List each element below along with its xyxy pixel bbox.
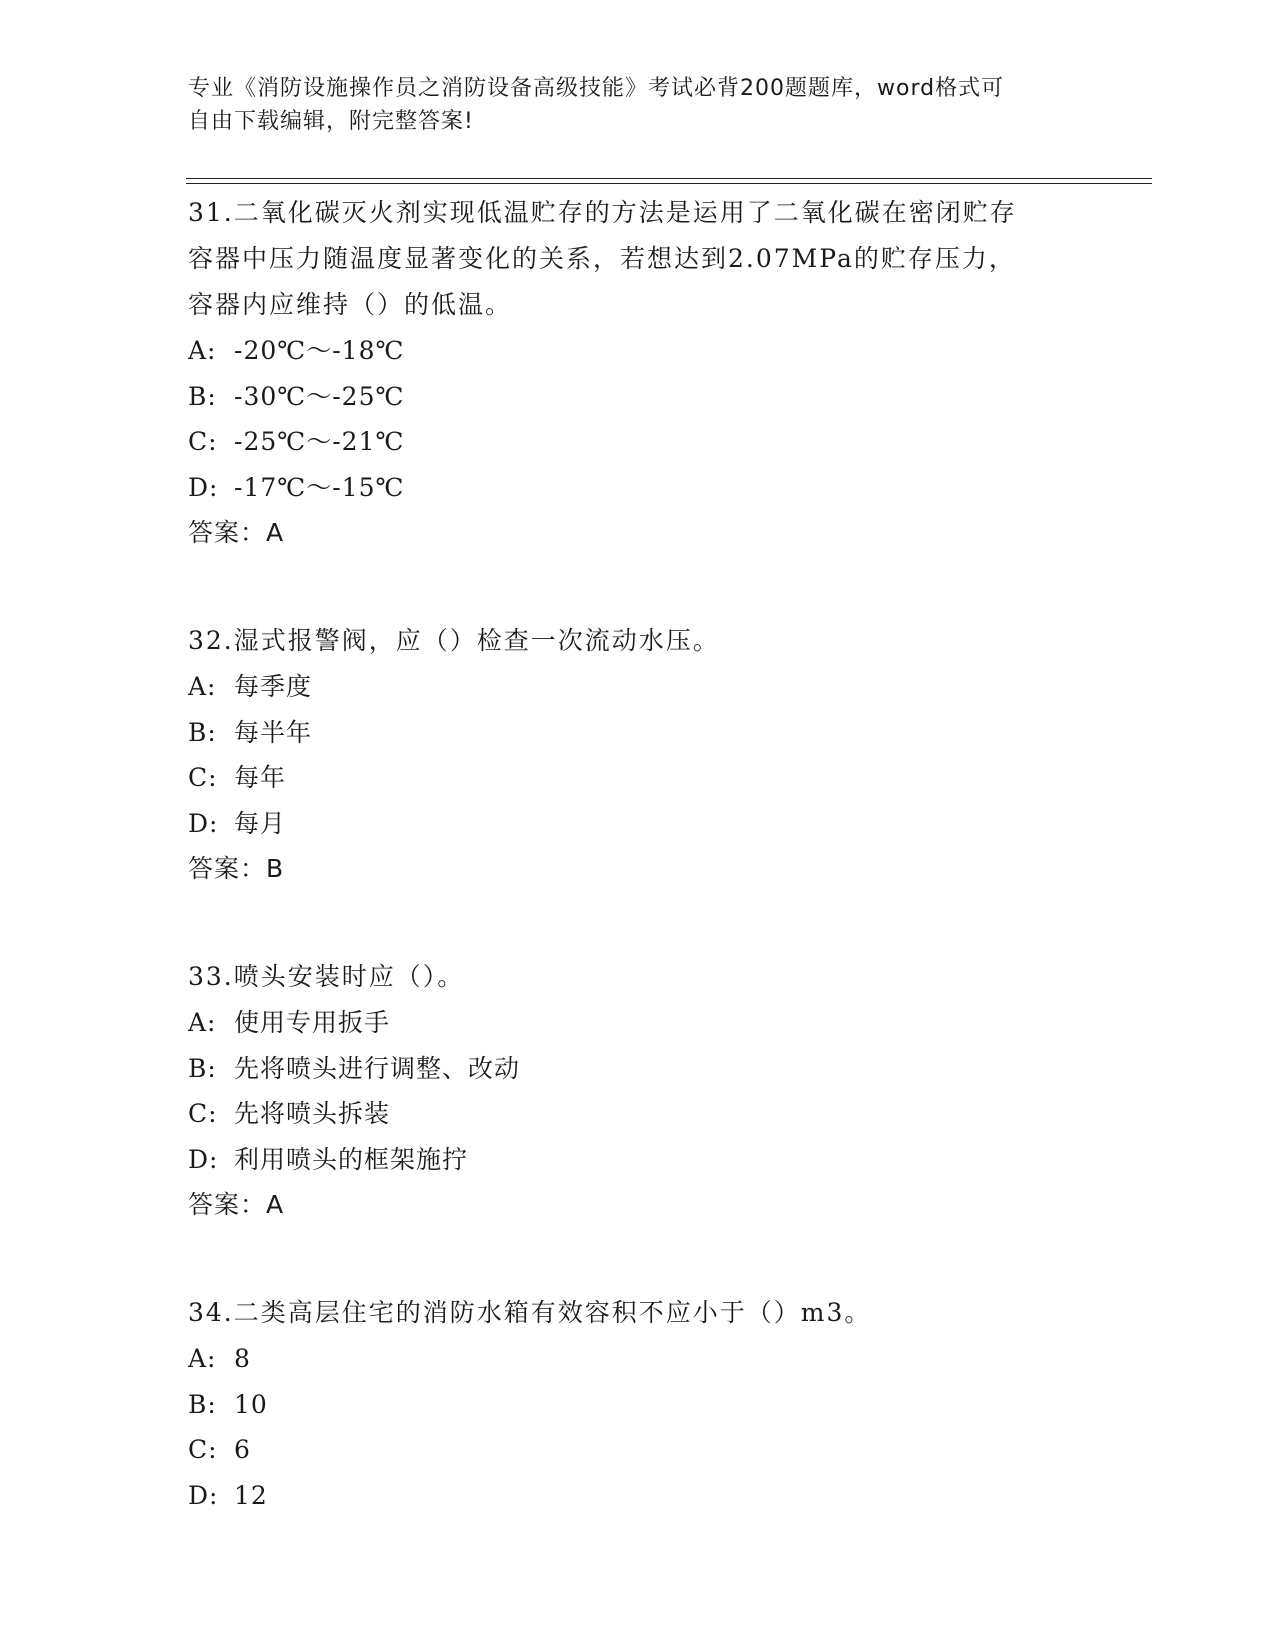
option-a <box>188 328 1108 374</box>
option-b <box>188 1046 1108 1092</box>
option-text: 每季度 <box>234 672 313 701</box>
question-stem-line: 容器内应维持（）的低温。 <box>188 290 513 319</box>
option-d <box>188 1473 1108 1519</box>
question-stem-line: 32.湿式报警阀，应（）检查一次流动水压。 <box>188 626 720 655</box>
question-34 <box>188 1290 1108 1518</box>
option-letter: B: <box>188 717 217 747</box>
question-list <box>188 190 1108 1580</box>
option-c <box>188 755 1108 801</box>
question-stem <box>188 190 1108 328</box>
option-text: 每月 <box>234 808 287 838</box>
option-c <box>188 1091 1108 1137</box>
question-stem <box>188 618 1108 664</box>
option-c <box>188 419 1108 465</box>
option-a <box>188 1336 1108 1382</box>
option-letter: D: <box>188 472 219 502</box>
option-d <box>188 801 1108 847</box>
option-text: 使用专用扳手 <box>234 1008 391 1037</box>
option-text: 6 <box>234 1435 251 1464</box>
answer-label: 答案：A <box>188 1190 285 1219</box>
option-a <box>188 1000 1108 1046</box>
option-text: 8 <box>234 1344 251 1373</box>
question-31 <box>188 190 1108 556</box>
question-33 <box>188 954 1108 1228</box>
option-text: 每年 <box>234 763 287 792</box>
option-text: -25℃～-21℃ <box>234 427 405 456</box>
option-text: 先将喷头进行调整、改动 <box>234 1053 521 1083</box>
option-letter: B: <box>188 1053 217 1083</box>
option-text: 先将喷头拆装 <box>234 1099 391 1128</box>
option-b <box>188 374 1108 420</box>
option-text: -30℃～-25℃ <box>234 381 405 411</box>
option-d <box>188 1137 1108 1183</box>
header-divider-bottom <box>186 183 1152 184</box>
option-text: 每半年 <box>234 717 313 747</box>
question-stem-line: 33.喷头安装时应（）。 <box>188 962 465 991</box>
option-b <box>188 710 1108 756</box>
question-stem <box>188 1290 1108 1336</box>
header-line-1: 专业《消防设施操作员之消防设备高级技能》考试必背200题题库，word格式可 <box>188 76 1005 101</box>
option-letter: D: <box>188 1480 219 1510</box>
option-text: 12 <box>234 1480 268 1510</box>
question-stem-line: 31.二氧化碳灭火剂实现低温贮存的方法是运用了二氧化碳在密闭贮存 <box>188 198 1017 227</box>
option-letter: B: <box>188 1389 217 1419</box>
option-text: -17℃～-15℃ <box>234 472 405 502</box>
option-letter: A: <box>188 1344 217 1373</box>
option-letter: D: <box>188 1144 219 1174</box>
option-text: 10 <box>234 1389 268 1419</box>
option-letter: C: <box>188 427 218 456</box>
option-letter: B: <box>188 381 217 411</box>
question-stem-line: 34.二类高层住宅的消防水箱有效容积不应小于（）m3。 <box>188 1298 872 1327</box>
option-a <box>188 664 1108 710</box>
option-letter: A: <box>188 1008 217 1037</box>
header-line-2: 自由下载编辑，附完整答案! <box>188 109 474 134</box>
option-letter: A: <box>188 672 217 701</box>
question-32 <box>188 618 1108 892</box>
option-text: 利用喷头的框架施拧 <box>234 1144 469 1174</box>
option-c <box>188 1427 1108 1473</box>
question-stem <box>188 954 1108 1000</box>
option-letter: C: <box>188 1099 218 1128</box>
option-letter: C: <box>188 763 218 792</box>
question-stem-line: 容器中压力随温度显著变化的关系，若想达到2.07MPa的贮存压力， <box>188 244 1016 273</box>
option-letter: D: <box>188 808 219 838</box>
option-d <box>188 465 1108 511</box>
answer-label: 答案：B <box>188 854 285 883</box>
option-letter: C: <box>188 1435 218 1464</box>
option-b <box>188 1382 1108 1428</box>
option-text: -20℃～-18℃ <box>234 336 405 365</box>
document-header <box>188 72 1068 138</box>
answer-label: 答案：A <box>188 518 285 547</box>
option-letter: A: <box>188 336 217 365</box>
header-divider-top <box>186 178 1152 179</box>
